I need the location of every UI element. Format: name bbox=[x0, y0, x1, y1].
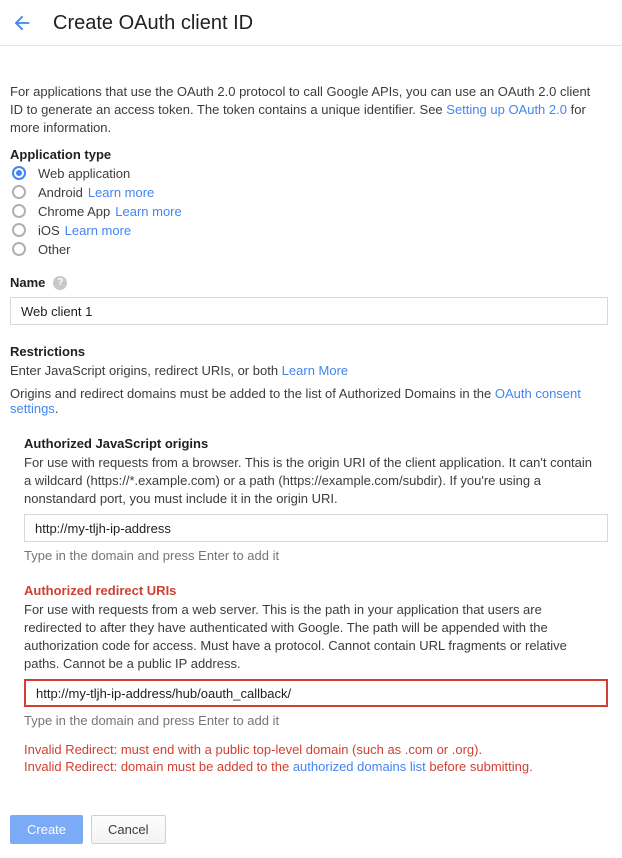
restrictions-learn-more-link[interactable]: Learn More bbox=[281, 363, 349, 378]
radio-label: iOS bbox=[38, 222, 60, 238]
error-invalid-redirect-domain bbox=[24, 758, 608, 775]
radio-icon bbox=[12, 185, 26, 199]
js-origins-input[interactable] bbox=[24, 514, 608, 542]
redirect-uris-input[interactable] bbox=[24, 679, 608, 707]
authorized-js-origins-label: Authorized JavaScript origins bbox=[24, 436, 209, 451]
intro-text-before: For applications that use the OAuth 2.0 protocol to call Google APIs, you can use an OAuth 2.0 client ID to generate an access token. The token contains a unique identifier. See bbox=[10, 84, 591, 117]
page-header bbox=[0, 0, 622, 46]
intro-paragraph bbox=[10, 83, 604, 137]
restrictions-label: Restrictions bbox=[10, 344, 86, 359]
radio-icon bbox=[12, 242, 26, 256]
cancel-button[interactable]: Cancel bbox=[91, 815, 165, 844]
chrome-app-learn-more-link[interactable]: Learn more bbox=[115, 203, 182, 219]
setting-up-oauth-link[interactable]: Setting up OAuth 2.0 bbox=[446, 102, 567, 117]
radio-web-application[interactable] bbox=[10, 165, 608, 181]
name-label: Name bbox=[10, 275, 46, 290]
name-input[interactable] bbox=[10, 297, 608, 325]
radio-label: Other bbox=[38, 241, 71, 257]
ios-learn-more-link[interactable]: Learn more bbox=[64, 222, 132, 238]
page-title: Create OAuth client ID bbox=[53, 11, 254, 34]
radio-android[interactable] bbox=[10, 184, 608, 200]
radio-label: Chrome App bbox=[38, 203, 111, 219]
radio-ios[interactable] bbox=[10, 222, 608, 238]
radio-selected-icon bbox=[12, 166, 26, 180]
main-content bbox=[0, 83, 622, 858]
radio-chrome-app[interactable] bbox=[10, 203, 608, 219]
radio-other[interactable] bbox=[10, 241, 608, 257]
android-learn-more-link[interactable]: Learn more bbox=[87, 184, 155, 200]
restrictions-line2-text: Origins and redirect domains must be added to the list of Authorized Domains in the bbox=[10, 386, 495, 401]
error-invalid-redirect-tld: Invalid Redirect: must end with a public top-level domain (such as .com or .org). bbox=[24, 742, 483, 757]
authorized-redirect-uris-label: Authorized redirect URIs bbox=[24, 583, 177, 598]
intro-text-after: for more information. bbox=[10, 102, 586, 135]
action-buttons bbox=[10, 815, 608, 858]
redirect-uris-helper-text: Type in the domain and press Enter to add it bbox=[24, 713, 280, 728]
validation-errors bbox=[24, 741, 608, 775]
application-type-label: Application type bbox=[10, 147, 112, 162]
restrictions-line1-text: Enter JavaScript origins, redirect URIs, or both bbox=[10, 363, 282, 378]
authorized-redirect-uris-section bbox=[24, 583, 608, 728]
radio-label: Android bbox=[38, 184, 83, 200]
error2-text: Invalid Redirect: domain must be added to the bbox=[24, 759, 293, 774]
authorized-redirect-uris-description: For use with requests from a web server. This is the path in your application that users are redirected to after they have authenticated with Google. The path will be appended with the authorization code for access. Must have a protocol. Cannot contain URL fragments or relative paths. Cannot be a public IP address. bbox=[24, 602, 567, 671]
error2-suffix: before submitting. bbox=[425, 759, 533, 774]
radio-icon bbox=[12, 223, 26, 237]
back-arrow-icon[interactable] bbox=[10, 11, 34, 35]
restrictions-line2-suffix: . bbox=[54, 401, 59, 416]
js-origins-helper-text: Type in the domain and press Enter to add it bbox=[24, 548, 280, 563]
radio-label: Web application bbox=[38, 165, 131, 181]
create-button[interactable]: Create bbox=[10, 815, 83, 844]
radio-icon bbox=[12, 204, 26, 218]
restrictions-line2 bbox=[10, 386, 608, 416]
help-icon[interactable]: ? bbox=[53, 276, 67, 290]
oauth-consent-settings-link[interactable]: OAuth consent settings bbox=[10, 386, 581, 416]
authorized-js-origins-description: For use with requests from a browser. This is the origin URI of the client application. It can't contain a wildcard (https://*.example.com) or a path (https://example.com/subdir). If you're using a nonstandard port, you must include it in the origin URI. bbox=[24, 455, 593, 506]
restrictions-line1 bbox=[10, 363, 608, 378]
authorized-domains-list-link[interactable]: authorized domains list bbox=[292, 759, 426, 774]
authorized-js-origins-section bbox=[24, 436, 608, 563]
